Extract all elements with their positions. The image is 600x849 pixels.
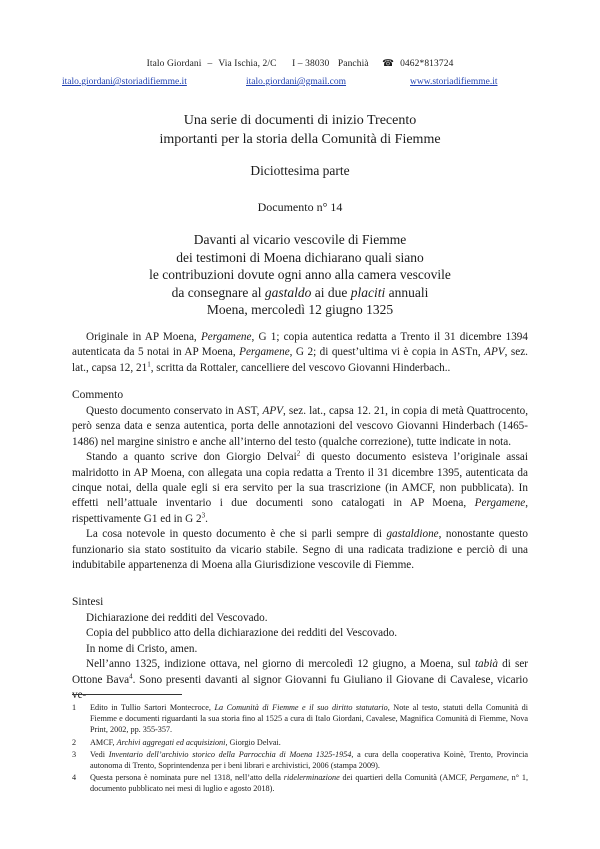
footnote-3: 3 Vedi Inventario dell’archivio storico della Parrocchia di Moena 1325-1954, a cura della cooperativa Koinè, Trento, Provincia autonoma di Trento, Soprintendenza per i beni librari e archivistici, 2006 (stampa 2009). bbox=[72, 750, 528, 771]
section-heading-commento: Commento bbox=[72, 389, 124, 401]
email-link-gmail[interactable]: italo.giordani@gmail.com bbox=[246, 77, 347, 87]
phone-number: 0462*813724 bbox=[400, 59, 454, 69]
document-number: Documento n° 14 bbox=[257, 200, 343, 214]
source-paragraph: Originale in AP Moena, Pergamene, G 1; copia autentica redatta a Trento il 31 dicembre 1394 autenticata da 5 notai in AP Moena, Pergamene, G 2; di quest’ultima vi è copia in ASTn, APV, sez. lat., capsa 12, $21^1$, scritta da Rottaler, cancelliere del vescovo Giovanni Hinderbach.. bbox=[72, 331, 528, 374]
section-heading-sintesi: Sintesi bbox=[72, 596, 104, 608]
document-title: Una serie di documenti di inizio Trecento importanti per la storia della Comunità di Fiemme bbox=[159, 113, 441, 147]
email-link-storiadifiemme[interactable]: italo.giordani@storiadifiemme.it bbox=[62, 77, 187, 87]
postal-code: I – 38030 bbox=[292, 59, 330, 69]
part-heading: Diciottesima parte bbox=[250, 163, 350, 178]
footnote-2: 2 AMCF, Archivi aggregati ed acquisizioni, Giorgio Delvai. bbox=[72, 738, 281, 747]
author-address: Via Ischia, 2/C bbox=[218, 59, 277, 69]
telephone-icon: ☎ bbox=[382, 59, 395, 69]
document-subject: Davanti al vicario vescovile di Fiemme dei testimoni di Moena dichiarano quali siano le contribuzioni dovute ogni anno alla camera vescovile da consegnare al gastaldo ai due placiti annuali Moena, mercoledì 12 giugno 1325 bbox=[149, 232, 451, 317]
footnote-separator bbox=[72, 694, 182, 695]
footnote-ref-3: 3 bbox=[201, 511, 206, 520]
author-name: Italo Giordani bbox=[146, 59, 202, 69]
sintesi-body: Dichiarazione dei redditi del Vescovado. Copia del pubblico atto della dichiarazione dei redditi del Vescovado. In nome di Cristo, amen. Nell’anno 1325, indizione ottava, nel giorno di mercoledì 12 giugno, a Moena, sul tabià di ser Ottone Bava$^4$. Sono presenti davanti al signor Giovanni fu Giuliano il Giovane di Cavalese, vicario ve- bbox=[72, 612, 529, 702]
commento-body: Questo documento conservato in AST, APV, sez. lat., capsa 12. 21, in copia di metà Quattrocento, però senza data e senza autentica, porta delle annotazioni del vescovo Giovanni Hinderbach (1465-1486) nel margine sinistro e anche all’interno del testo (qualche correzione), tutte indicate in nota. Stando a quanto scrive don Giorgio Delvai$^2$ di questo documento esisteva l’originale assai malridotto in AP Moena, con allegata una copia redatta a Trento il 31 dicembre 1395, autenticata da cinque notai, della quale egli si era servito per la sua trascrizione (in AMCF, non pubblicata). In effetti nell’attuale inventario i due documenti sono catalogati in AP Moena, Pergamene, rispettivamente G1 ed in G $2^3$. La cosa notevole in questo documento è che si parli sempre di gastaldione, nonostante questo funzionario sia stato sostituito da vicario stabile. Segno di una radicata tradizione e perciò di una indubitabile appartenenza di Moena alla Giurisdizione vescovile di Fiemme. bbox=[72, 405, 528, 572]
footnote-ref-4: 4 bbox=[129, 671, 133, 680]
footnote-ref-2: 2 bbox=[296, 449, 301, 458]
letterhead: Italo Giordani – Via Ischia, 2/C I – 38030 Panchià ☎ 0462*813724 bbox=[146, 59, 454, 69]
footnote-1: 1 Edito in Tullio Sartori Montecroce, La Comunità di Fiemme e il suo diritto statutario, Note al testo, statuti della Comunità di Fiemme e documenti riguardanti la sua storia fino al 1525 a cura di Italo Giordani, Cavalese, Magnifica Comunità di Fiemme, Nova Print, 2002, pp. 355-357. bbox=[72, 703, 529, 735]
footnote-ref-1: 1 bbox=[147, 360, 151, 369]
website-link[interactable]: www.storiadifiemme.it bbox=[410, 77, 498, 87]
town-name: Panchià bbox=[337, 59, 369, 69]
footnote-4: 4 Questa persona è nominata pure nel 1318, nell’atto della ridelerminazione dei quartieri della Comunità (AMCF, Pergamene, n° 1, documento pubblicato nei mesi di luglio e agosto 2018). bbox=[72, 773, 529, 794]
